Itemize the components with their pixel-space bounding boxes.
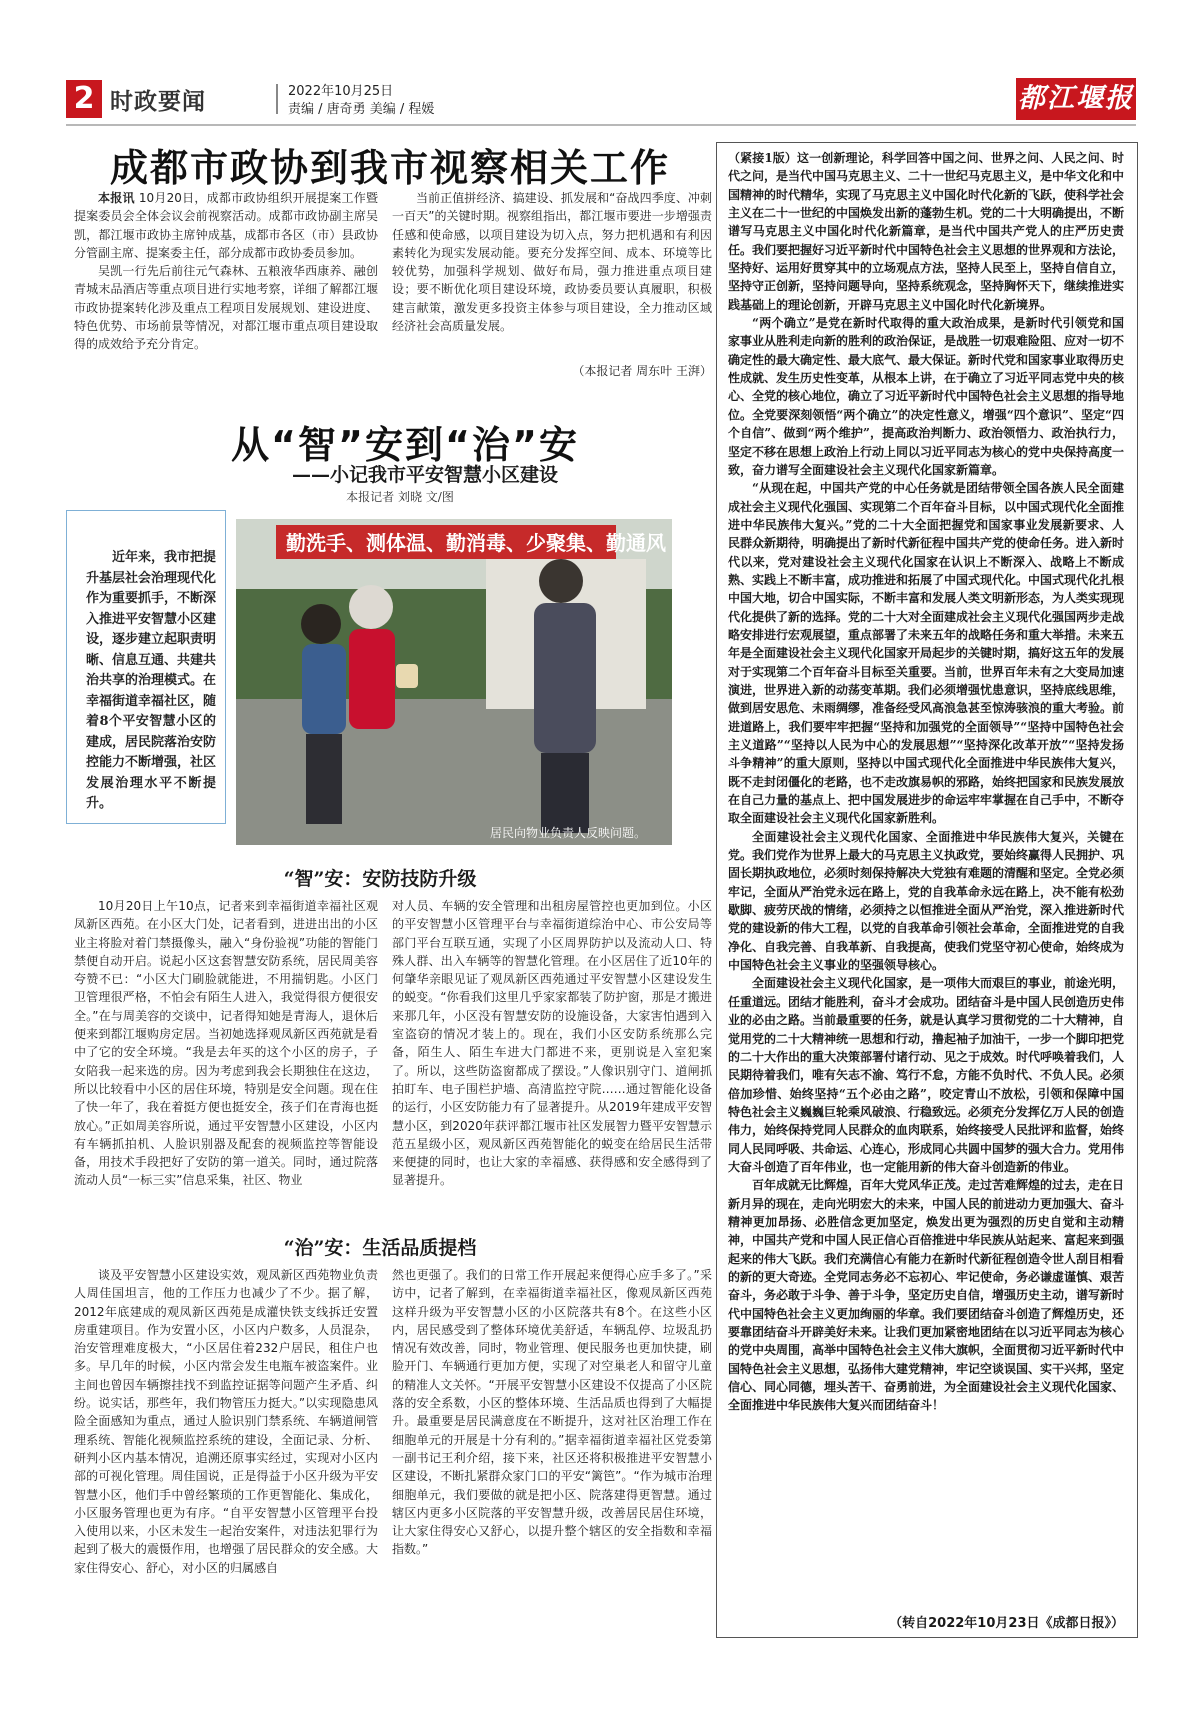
editorial-source: （转自2022年10月23日《成都日报》） [889,1616,1124,1631]
article1-lead-label: 本报讯 [98,191,135,205]
section-name: 时政要闻 [110,89,206,115]
photo-caption: 居民向物业负责人反映问题。 [490,826,647,840]
section1-title: “智”安：安防技防升级 [283,868,477,890]
news-photo [236,519,672,845]
page-number: 2 [66,80,102,118]
section2-col-left: 谈及平安智慧小区建设实效，观凤新区西苑物业负责人周佳国坦言，他的工作压力也减少了不少。据了解，2012年底建成的观凤新区西苑是成灌快铁支线拆迁安置房重建项目。作为安置小区，小区内户数多，人员混杂，治安管理难度极大，“小区居住着232户居民，租住户也多。早几年的时候，小区内常会发生电瓶车被盗案件。业主间也曾因车辆擦挂找不到监控证据等问题产生矛盾、纠纷。说实话，那些年，我们物管压力挺大。”以实现隐患风险全面感知为重点，通过人脸识别门禁系统、车辆道闸管理系统、智能化视频监控系统的建设，全面记录、分析、研判小区内基本情况，追溯还原事实经过，实现对小区内部的可视化管理。周佳国说，正是得益于小区升级为平安智慧小区，他们手中曾经繁琐的工作更智能化、集成化，小区服务管理也更为有序。“自平安智慧小区管理平台投入使用以来，小区未发生一起治安案件，对违法犯罪行为起到了极大的震慑作用，也增强了居民群众的安全感。大家住得安心、舒心，对小区的归属感自 [74,1268,378,1575]
editorial-paragraph: 全面建设社会主义现代化国家，是一项伟大而艰巨的事业，前途光明，任重道远。团结才能胜利，奋斗才会成功。团结奋斗是中国人民创造历史伟业的必由之路。当前最重要的任务，就是认真学习贯彻党的二十大精神，自觉用党的二十大精神统一思想和行动，撸起袖子加油干，一步一个脚印把党的二十大作出的重大决策部署付诸行动、见之于成效。时代呼唤着我们，人民期待着我们，唯有矢志不渝、笃行不怠，方能不负时代、不负人民。必须倍加珍惜、始终坚持“五个必由之路”，咬定青山不放松，引领和保障中国特色社会主义巍巍巨轮乘风破浪、行稳致远。必须充分发挥亿万人民的创造伟力，始终保持党同人民群众的血肉联系，始终接受人民批评和监督，始终同人民同呼吸、共命运、心连心，形成同心共圆中国梦的强大合力。党用伟大奋斗创造了百年伟业，也一定能用新的伟大奋斗创造新的伟业。 [728,976,1125,1174]
article1-byline: （本报记者 周东叶 王湃） [572,364,712,378]
editors: 责编 / 唐奇勇 美编 / 程媛 [288,102,435,117]
article2-author: 本报记者 刘晓 文/图 [346,490,454,504]
editorial-paragraph: 这一创新理论，科学回答中国之问、世界之问、人民之问、时代之问，是当代中国马克思主义、二十一世纪马克思主义，是中华文化和中国精神的时代精华，实现了马克思主义中国化时代化新的飞跃，使科学社会主义在二十一世纪的中国焕发出新的蓬勃生机。党的二十大明确提出，不断谱写马克思主义中国化时代化新篇章，是当代中国共产党人的庄严历史责任。我们要把握好习近平新时代中国特色社会主义思想的世界观和方法论，坚持好、运用好贯穿其中的立场观点方法，坚持人民至上，坚持自信自立，坚持守正创新，坚持问题导向，坚持系统观念，坚持胸怀天下，继续推进实践基础上的理论创新，开辟马克思主义中国化时代化新境界。 [728,151,1125,312]
editorial-paragraph: 百年成就无比辉煌，百年大党风华正茂。走过苦难辉煌的过去，走在日新月异的现在，走向光明宏大的未来，中国人民的前进动力更加强大、奋斗精神更加昂扬、必胜信念更加坚定，焕发出更为强烈的历史自觉和主动精神，中国共产党和中国人民正信心百倍推进中华民族从站起来、富起来到强起来的伟大飞跃。我们充满信心有能力在新时代新征程创造令世人刮目相看的新的更大奇迹。全党同志务必不忘初心、牢记使命，务必谦虚谨慎、艰苦奋斗，务必敢于斗争、善于斗争，坚定历史自信，增强历史主动，谱写新时代中国特色社会主义更加绚丽的华章。我们要团结奋斗创造了辉煌历史，还要靠团结奋斗开辟美好未来。让我们更加紧密地团结在以习近平同志为核心的党中央周围，高举中国特色社会主义伟大旗帜，全面贯彻习近平新时代中国特色社会主义思想，弘扬伟大建党精神，牢记空谈误国、实干兴邦，坚定信心、同心同德，埋头苦干、奋勇前进，为全面建设社会主义现代化国家、全面推进中华民族伟大复兴而团结奋斗！ [728,1178,1125,1413]
issue-date: 2022年10月25日 [288,84,394,99]
article2-title: 从“智”安到“治”安 [231,423,579,467]
header-divider [276,84,278,114]
article1-p2: 吴凯一行先后前往元气森林、五粮液华西康养、融创青城末品酒店等重点项目进行实地考察，详细了解都江堰市政协提案转化涉及重点工程项目发展规划、建设进度、特色优势、市场前景等情况，对都江堰市重点项目建设取得的成效给予充分肯定。 [74,264,378,352]
article2-subtitle: ——小记我市平安智慧小区建设 [291,464,558,486]
editorial-lead: （紧接1版） [728,151,798,165]
section2-title: “治”安：生活品质提档 [283,1237,477,1259]
page-header [66,80,1136,124]
intro-text: 近年来，我市把提升基层社会治理现代化作为重要抓手，不断深入推进平安智慧小区建设，逐步建立起职责明晰、信息互通、共建共治共享的治理模式。在幸福街道幸福社区，随着8个平安智慧小区的建成，居民院落治安防控能力不断增强，社区发展治理水平不断提升。 [86,550,217,811]
article1-col-right [392,189,712,335]
editorial-paragraph: “两个确立”是党在新时代取得的重大政治成果，是新时代引领党和国家事业从胜利走向新的胜利的政治保证，是战胜一切艰难险阻、应对一切不确定性的最大确定性、最大底气、最大保证。新时代党和国家事业取得历史性成就、发生历史性变革，从根本上讲，在于确立了习近平同志党中央的核心、全党的核心地位，确立了习近平新时代中国特色社会主义思想的指导地位。全党要深刻领悟“两个确立”的决定性意义，增强“四个意识”、坚定“四个自信”、做到“两个维护”，提高政治判断力、政治领悟力、政治执行力，坚定不移在思想上政治上行动上同以习近平同志为核心的党中央保持高度一致，奋力谱写全面建设社会主义现代化国家新篇章。 [728,316,1125,477]
section2-col-right: 然也更强了。我们的日常工作开展起来便得心应手多了。”采访中，记者了解到，在幸福街道幸福社区，像观凤新区西苑这样升级为平安智慧小区的小区院落共有8个。在这些小区内，居民感受到了整体环境优美舒适，车辆乱停、垃圾乱扔情况有效改善，同时，物业管理、便民服务也更加快捷，刷脸开门、车辆通行更加方便，实现了对空巢老人和留守儿童的精准人文关怀。“开展平安智慧小区建设不仅提高了小区院落的安全系数，小区的整体环境、生活品质也得到了大幅提升。最重要是居民满意度在不断提升，这对社区治理工作在细胞单元的开展是十分有利的。”据幸福街道幸福社区党委第一副书记王利介绍，接下来，社区还将积极推进平安智慧小区建设，不断扎紧群众家门口的平安“篱笆”。“作为城市治理细胞单元，我们要做的就是把小区、院落建得更智慧。通过辖区内更多小区院落的平安智慧升级，改善居民居住环境，让大家住得安心又舒心，以提升整个辖区的安全指数和幸福指数。” [392,1268,712,1557]
article1-col-left [74,189,378,354]
article1-title: 成都市政协到我市视察相关工作 [109,145,670,190]
newspaper-logo: 都江堰报 [1016,78,1136,120]
editorial-paragraph: “从现在起，中国共产党的中心任务就是团结带领全国各族人民全面建成社会主义现代化强国、实现第二个百年奋斗目标，以中国式现代化全面推进中华民族伟大复兴。”党的二十大全面把握党和国家事业发展新要求、人民群众新期待，明确提出了新时代新征程中国共产党的使命任务。进入新时代以来，党对建设社会主义现代化国家在认识上不断深入、战略上不断成熟、实践上不断丰富，成功推进和拓展了中国式现代化。中国式现代化扎根中国大地，切合中国实际，不断丰富和发展人类文明新形态，为人类实现现代化提供了新的选择。党的二十大对全面建成社会主义现代化强国两步走战略安排进行宏观展望，重点部署了未来五年的战略任务和重大举措。未来五年是全面建设社会主义现代化国家开局起步的关键时期，搞好这五年的发展对于实现第二个百年奋斗目标至关重要。当前，世界百年未有之大变局加速演进，世界进入新的动荡变革期。我们必须增强忧患意识，坚持底线思维，做到居安思危、未雨绸缪，准备经受风高浪急甚至惊涛骇浪的重大考验。前进道路上，我们要牢牢把握“坚持和加强党的全面领导”“坚持中国特色社会主义道路”“坚持以人民为中心的发展思想”“坚持深化改革开放”“坚持发扬斗争精神”的重大原则，坚持以中国式现代化全面推进中华民族伟大复兴，既不走封闭僵化的老路，也不走改旗易帜的邪路，始终把国家和民族发展放在自己力量的基点上、把中国发展进步的命运牢牢掌握在自己手中，不断夺取全面建设社会主义现代化国家新胜利。 [728,481,1125,826]
section1-col-left: 10月20日上午10点，记者来到幸福街道幸福社区观凤新区西苑。在小区大门处，记者看到，进进出出的小区业主将脸对着门禁摄像头，融入“身份验视”功能的智能门禁便自动开启。说起小区这套智慧安防系统，居民周美容夸赞不已：“小区大门刷脸就能进，不用揣钥匙。小区门卫管理很严格，不怕会有陌生人进入，我觉得很方便很安全。”在与周美容的交谈中，记者得知她是青海人，退休后便来到都江堰购房定居。当初她选择观凤新区西苑就是看中了它的安全环境。“我是去年买的这个小区的房子，子女陪我一起来选的房。因为考虑到我会长期独住在这边，所以比较看中小区的居住环境，特别是安全问题。现在住了快一年了，我在着挺方便也挺安全，孩子们在青海也挺放心。”正如周美容所说，通过平安智慧小区建设，小区内有车辆抓拍机、人脸识别器及配套的视频监控等智能设备，用技术手段把好了安防的第一道关。同时，通过院落流动人员“一标三实”信息采集，社区、物业 [74,899,378,1188]
section1-col-right: 对人员、车辆的安全管理和出租房屋管控也更加到位。小区的平安智慧小区管理平台与幸福街道综治中心、市公安局等部门平台互联互通，实现了小区周界防护以及流动人口、特殊人群、出入车辆等的智慧化管理。在小区居住了近10年的何肇华亲眼见证了观凤新区西苑通过平安智慧小区建设发生的蜕变。“你看我们这里几乎家家都装了防护窗，那是才搬进来那几年，小区没有智慧安防的设施设备，大家害怕遇到入室盗窃的情况才装上的。现在，我们小区安防系统那么完备，陌生人、陌生车进大门都进不来，更别说是入室犯案了。所以，这些防盗窗都成了摆设。”人像识别守门、道闸抓拍盯车、电子围栏护墙、高清监控守院……通过智能化设备的运行，小区安防能力有了显著提升。从2019年建成平安智慧小区，到2020年获评都江堰市社区发展智力暨平安智慧示范五星级小区，观凤新区西苑智能化的蜕变在给居民生活带来便捷的同时，也让大家的幸福感、获得感和安全感得到了显著提升。 [392,899,712,1188]
header-rule [66,124,1136,126]
editorial-paragraph: 全面建设社会主义现代化国家、全面推进中华民族伟大复兴，关键在党。我们党作为世界上最大的马克思主义执政党，要始终赢得人民拥护、巩固长期执政地位，必须时刻保持解决大党独有难题的清醒和坚定。全党必须牢记，全面从严治党永远在路上，党的自我革命永远在路上，决不能有松劲歇脚、疲劳厌战的情绪，必须持之以恒推进全面从严治党，深入推进新时代党的建设新的伟大工程，以党的自我革命引领社会革命，全面推进党的自我净化、自我完善、自我革新、自我提高，使我们党坚守初心使命，始终成为中国特色社会主义事业的坚强领导核心。 [728,829,1125,973]
article1-lead: 10月20日，成都市政协组织开展提案工作暨提案委员会全体会议会前视察活动。成都市政协副主席吴凯，都江堰市政协主席钟成基，成都市各区（市）县政协分管副主席、提案委主任，部分成都市政协委员参加。 [74,191,378,260]
editorial-column [728,149,1124,1415]
article1-p3: 当前正值拼经济、搞建设、抓发展和“奋战四季度、冲刺一百天”的关键时期。视察组指出，都江堰市要进一步增强责任感和使命感，以项目建设为切入点，努力把机遇和有利因素转化为现实发展动能。要充分发挥空间、成本、环境等比较优势，加强科学规划、做好布局，强力推进重点项目建设；要不断优化项目建设环境，政协委员要认真履职，积极建言献策，激发更多投资主体参与项目建设，全力推动区域经济社会高质量发展。 [392,191,712,334]
photo-banner: 勤洗手、测体温、勤消毒、少聚集、勤通风 [286,531,666,555]
